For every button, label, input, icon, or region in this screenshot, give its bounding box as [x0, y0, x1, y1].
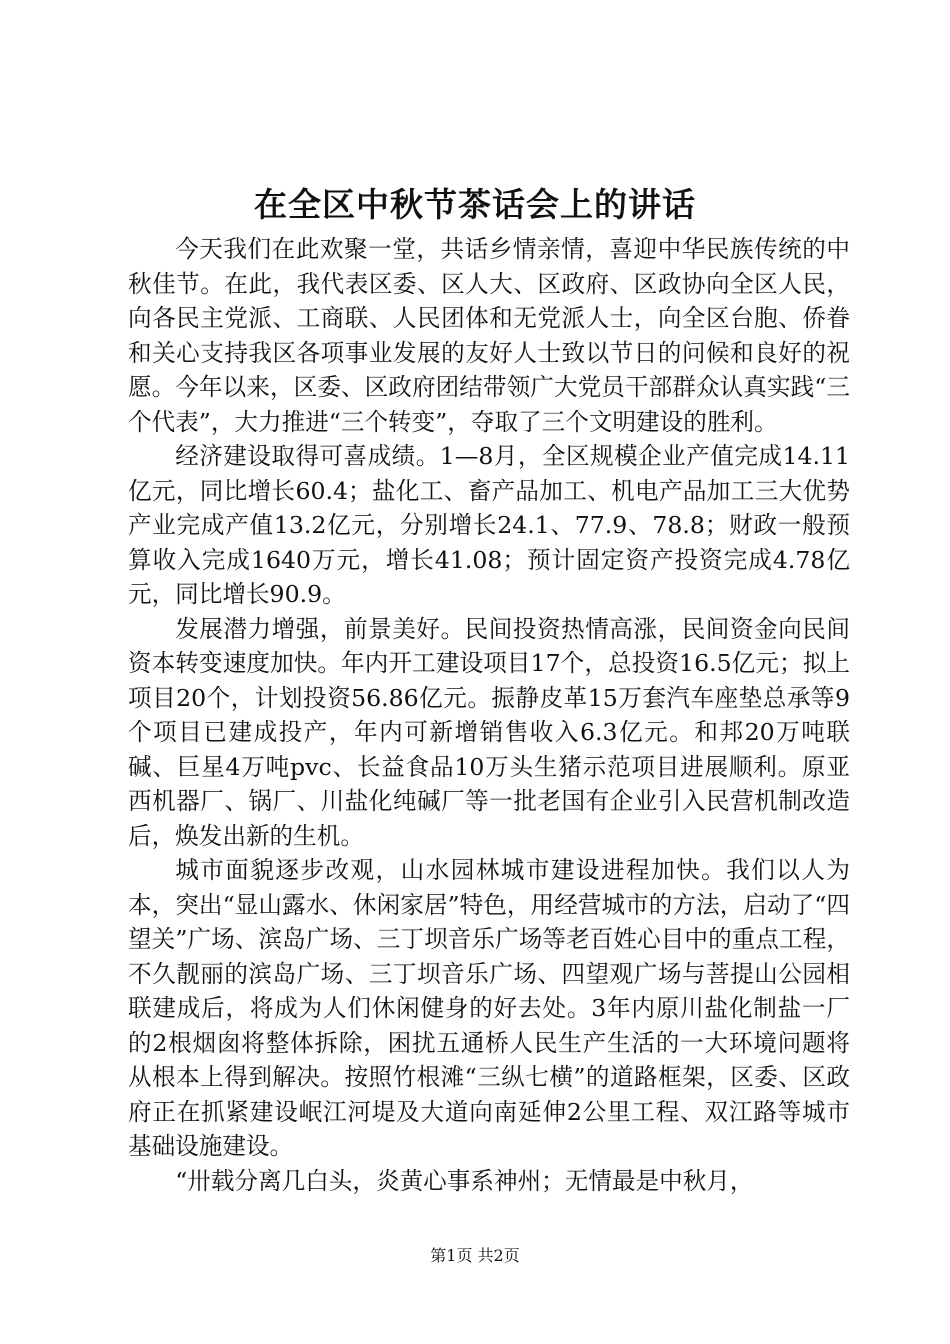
paragraph-economy: 经济建设取得可喜成绩。1—8月，全区规模企业产值完成14.11亿元，同比增长60.4；盐化工、畜产品加工、机电产品加工三大优势产业完成产值13.2亿元，分别增长24.1、77.9、78.8；财政一般预算收入完成1640万元，增长41.08；预计固定资产投资完成4.78亿元，同比增长90.9。	[128, 442, 850, 608]
document-body	[128, 232, 850, 1198]
paragraph-greeting: 今天我们在此欢聚一堂，共话乡情亲情，喜迎中华民族传统的中秋佳节。在此，我代表区委、区人大、区政府、区政协向全区人民，向各民主党派、工商联、人民团体和无党派人士，向全区台胞、侨眷和关心支持我区各项事业发展的友好人士致以节日的问候和良好的祝愿。今年以来，区委、区政府团结带领广大党员干部群众认真实践“三个代表”，大力推进“三个转变”，夺取了三个文明建设的胜利。	[128, 235, 850, 436]
paragraph-development: 发展潜力增强，前景美好。民间投资热情高涨，民间资金向民间资本转变速度加快。年内开工建设项目17个，总投资16.5亿元；拟上项目20个，计划投资56.86亿元。振静皮革15万套汽车座垫总承等9个项目已建成投产，年内可新增销售收入6.3亿元。和邦20万吨联碱、巨星4万吨pvc、长益食品10万头生猪示范项目进展顺利。原亚西机器厂、锅厂、川盐化纯碱厂等一批老国有企业引入民营机制改造后，焕发出新的生机。	[128, 614, 850, 850]
paragraph-poem: “卅载分离几白头，炎黄心事系神州；无情最是中秋月，	[175, 1166, 754, 1195]
page-number-footer: 第1页 共2页	[430, 1246, 520, 1265]
paragraph-city: 城市面貌逐步改观，山水园林城市建设进程加快。我们以人为本，突出“显山露水、休闲家居”特色，用经营城市的方法，启动了“四望关”广场、滨岛广场、三丁坝音乐广场等老百姓心目中的重点工程，不久靓丽的滨岛广场、三丁坝音乐广场、四望观广场与菩提山公园相联建成后，将成为人们休闲健身的好去处。3年内原川盐化制盐一厂的2根烟囱将整体拆除，困扰五通桥人民生产生活的一大环境问题将从根本上得到解决。按照竹根滩“三纵七横”的道路框架，区委、区政府正在抓紧建设岷江河堤及大道向南延伸2公里工程、双江路等城市基础设施建设。	[128, 856, 850, 1160]
document-title: 在全区中秋节茶话会上的讲话	[254, 185, 696, 224]
